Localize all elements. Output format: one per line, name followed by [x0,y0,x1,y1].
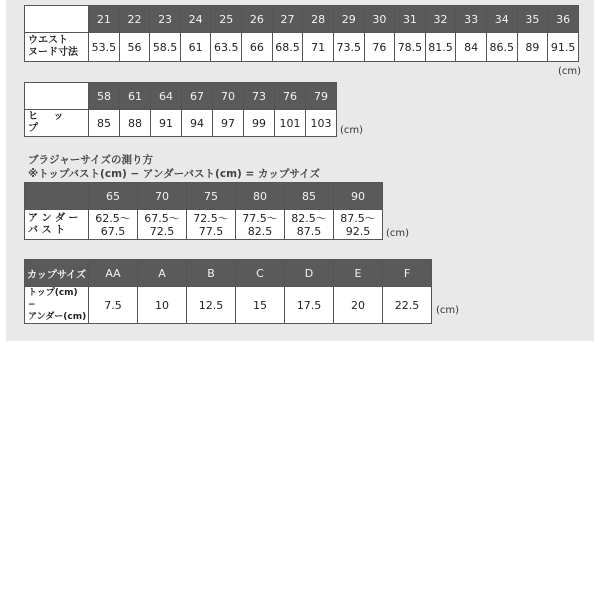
hip-size-header: 64 [151,83,182,110]
cup-size-header: B [187,260,236,287]
waist-value-cell: 63.5 [211,33,242,62]
waist-size-header: 35 [517,6,548,33]
waist-value-cell: 66 [242,33,273,62]
waist-unit-label: (cm) [558,66,582,77]
hip-size-table [24,82,337,137]
range-from: 87.5〜 [340,211,376,225]
range-from: 77.5〜 [242,211,278,225]
waist-size-header: 30 [364,6,395,33]
hip-unit-label: (cm) [340,125,364,136]
cup-size-header: C [236,260,285,287]
range-to: 77.5 [198,224,224,238]
waist-size-table [24,5,579,62]
range-from: 67.5〜 [144,211,180,225]
waist-size-header: 23 [150,6,181,33]
waist-row-label-line1: ウエスト [28,35,68,46]
hip-size-header: 61 [120,83,151,110]
cup-diff-cell: 12.5 [187,287,236,324]
cup-diff-cell: 7.5 [89,287,138,324]
underbust-unit-label: (cm) [386,228,410,239]
waist-table-corner [25,6,89,33]
underbust-size-header: 75 [187,183,236,210]
waist-value-cell: 56 [119,33,150,62]
underbust-range-cell [236,210,285,240]
waist-value-cell: 68.5 [272,33,303,62]
waist-value-cell: 71 [303,33,334,62]
hip-size-header: 58 [89,83,120,110]
underbust-range-cell [89,210,138,240]
hip-size-header: 79 [306,83,337,110]
waist-value-cell: 84 [456,33,487,62]
cup-diff-cell: 15 [236,287,285,324]
range-to: 72.5 [149,224,175,238]
underbust-row-label-line1: ア ン ダ ー [28,212,79,224]
waist-value-cell: 91.5 [548,33,579,62]
waist-size-header: 32 [425,6,456,33]
cup-size-header: AA [89,260,138,287]
cup-diff-cell: 20 [334,287,383,324]
cup-diff-cell: 22.5 [383,287,432,324]
waist-size-header: 29 [333,6,364,33]
hip-value-cell: 94 [182,110,213,137]
underbust-size-header: 65 [89,183,138,210]
cup-diff-cell: 17.5 [285,287,334,324]
cup-size-header: E [334,260,383,287]
waist-value-cell: 89 [517,33,548,62]
hip-value-cell: 99 [244,110,275,137]
hip-value-cell: 97 [213,110,244,137]
waist-size-header: 25 [211,6,242,33]
underbust-size-header: 85 [285,183,334,210]
cup-row-label-line1: トップ(cm) − [28,288,78,310]
range-to: 92.5 [345,224,371,238]
waist-value-cell: 58.5 [150,33,181,62]
underbust-range-cell [285,210,334,240]
cup-diff-cell: 10 [138,287,187,324]
hip-value-cell: 88 [120,110,151,137]
waist-value-cell: 81.5 [425,33,456,62]
waist-size-header: 34 [486,6,517,33]
underbust-size-header: 90 [334,183,383,210]
waist-value-cell: 53.5 [89,33,120,62]
waist-row-label [25,33,89,62]
waist-size-header: 36 [548,6,579,33]
underbust-table-corner [25,183,89,210]
hip-table-corner [25,83,89,110]
hip-value-cell: 85 [89,110,120,137]
waist-size-header: 22 [119,6,150,33]
bra-measure-title: ブラジャーサイズの測り方 [28,154,153,166]
cup-row-label [25,287,89,324]
cup-size-table [24,259,432,324]
hip-size-header: 73 [244,83,275,110]
cup-size-header: A [138,260,187,287]
hip-value-cell: 103 [306,110,337,137]
hip-size-header: 67 [182,83,213,110]
range-from: 72.5〜 [193,211,229,225]
cup-unit-label: (cm) [436,305,460,316]
waist-size-header: 33 [456,6,487,33]
cup-size-header: D [285,260,334,287]
waist-size-header: 27 [272,6,303,33]
hip-value-cell: 101 [275,110,306,137]
hip-size-header: 76 [275,83,306,110]
waist-value-cell: 61 [180,33,211,62]
waist-value-cell: 73.5 [333,33,364,62]
waist-size-header: 28 [303,6,334,33]
range-from: 82.5〜 [291,211,327,225]
underbust-row-label [25,210,89,240]
waist-value-cell: 86.5 [486,33,517,62]
waist-value-cell: 78.5 [395,33,426,62]
bra-measure-formula: ※トップバスト(cm) − アンダーバスト(cm) = カップサイズ [28,168,320,180]
underbust-size-table [24,182,383,240]
underbust-range-cell [187,210,236,240]
cup-size-header: F [383,260,432,287]
waist-row-label-line2: ヌード寸法 [28,47,78,58]
hip-row-label: ヒ ッ プ [25,110,89,137]
cup-row-label-line2: アンダー(cm) [28,312,87,322]
underbust-range-cell [334,210,383,240]
waist-size-header: 24 [180,6,211,33]
waist-size-header: 21 [89,6,120,33]
hip-value-cell: 91 [151,110,182,137]
cup-size-corner-label: カップサイズ [25,260,89,287]
hip-size-header: 70 [213,83,244,110]
waist-value-cell: 76 [364,33,395,62]
range-to: 67.5 [100,224,126,238]
waist-size-header: 26 [242,6,273,33]
waist-size-header: 31 [395,6,426,33]
underbust-size-header: 80 [236,183,285,210]
range-to: 87.5 [296,224,322,238]
range-from: 62.5〜 [95,211,131,225]
range-to: 82.5 [247,224,273,238]
underbust-row-label-line2: バ ス ト [28,224,65,236]
underbust-size-header: 70 [138,183,187,210]
underbust-range-cell [138,210,187,240]
